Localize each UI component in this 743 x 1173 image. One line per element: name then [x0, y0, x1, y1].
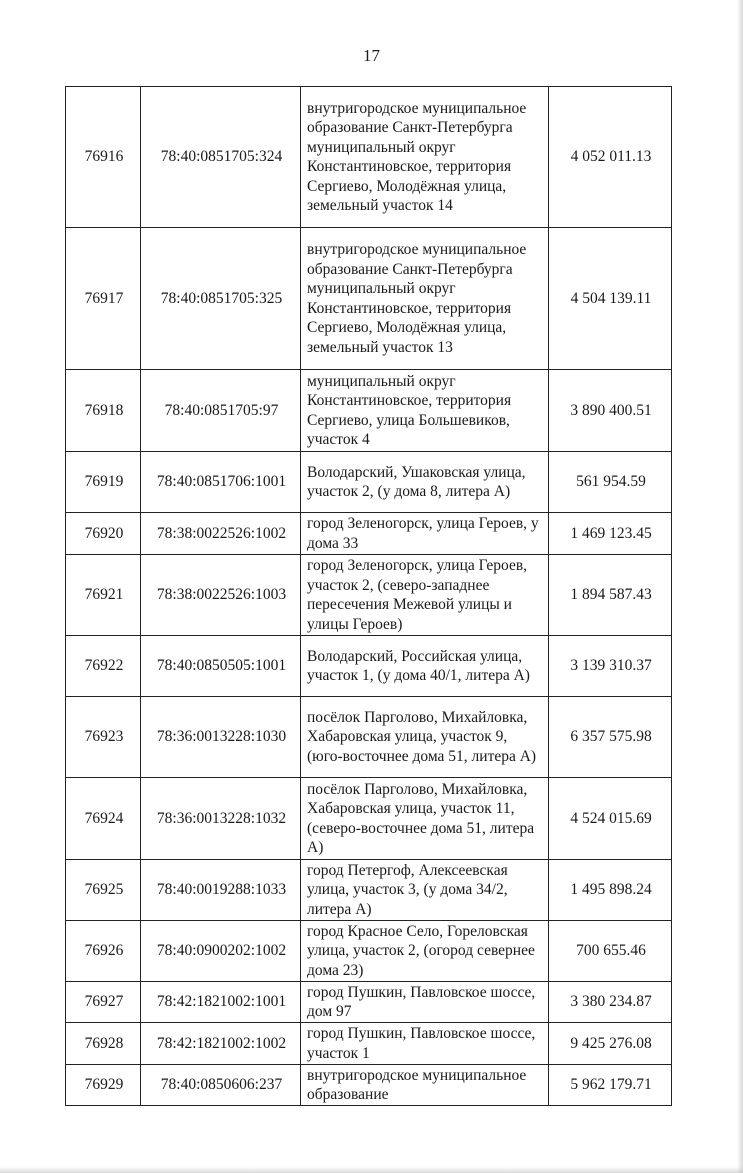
- address: посёлок Парголово, Михайловка, Хабаровская улица, участок 9, (юго-восточнее дома 51, литера А): [301, 697, 549, 778]
- cadastral-value: 700 655.46: [549, 921, 672, 982]
- cadastral-value: 1 495 898.24: [549, 860, 672, 921]
- table-row: [66, 921, 672, 982]
- cadastral-number: 78:40:0851705:324: [141, 87, 301, 228]
- address: Володарский, Российская улица, участок 1, (у дома 40/1, литера А): [301, 636, 549, 697]
- table-row: [66, 778, 672, 860]
- cadastral-number: 78:40:0850606:237: [141, 1065, 301, 1106]
- table-row: [66, 1023, 672, 1065]
- table-row: [66, 860, 672, 921]
- address: город Красное Село, Гореловская улица, участок 2, (огород севернее дома 23): [301, 921, 549, 982]
- table-row: [66, 513, 672, 555]
- row-number: 76919: [66, 452, 141, 513]
- cadastral-number: 78:40:0851705:97: [141, 370, 301, 452]
- cadastral-number: 78:36:0013228:1032: [141, 778, 301, 860]
- row-number: 76917: [66, 228, 141, 370]
- table-row: [66, 1065, 672, 1106]
- cadastral-value: 3 380 234.87: [549, 982, 672, 1023]
- page-number: 17: [363, 46, 380, 65]
- page-bottom-shadow: [0, 1167, 743, 1173]
- row-number: 76926: [66, 921, 141, 982]
- table-row: [66, 452, 672, 513]
- cadastral-value: 1 894 587.43: [549, 555, 672, 636]
- address: город Зеленогорск, улица Героев, участок 2, (северо-западнее пересечения Межевой улицы и улицы Героев): [301, 555, 549, 636]
- address: город Петергоф, Алексеевская улица, участок 3, (у дома 34/2, литера А): [301, 860, 549, 921]
- cadastral-number: 78:40:0019288:1033: [141, 860, 301, 921]
- table-row: [66, 87, 672, 228]
- row-number: 76922: [66, 636, 141, 697]
- cadastral-value: 6 357 575.98: [549, 697, 672, 778]
- cadastral-number: 78:40:0851706:1001: [141, 452, 301, 513]
- cadastral-value: 1 469 123.45: [549, 513, 672, 555]
- row-number: 76918: [66, 370, 141, 452]
- cadastral-number: 78:40:0851705:325: [141, 228, 301, 370]
- cadastral-number: 78:36:0013228:1030: [141, 697, 301, 778]
- address: посёлок Парголово, Михайловка, Хабаровская улица, участок 11, (северо-восточнее дома 51, литера А): [301, 778, 549, 860]
- row-number: 76929: [66, 1065, 141, 1106]
- cadastral-number: 78:38:0022526:1003: [141, 555, 301, 636]
- row-number: 76920: [66, 513, 141, 555]
- address: муниципальный округ Константиновское, территория Сергиево, улица Большевиков, участок 4: [301, 370, 549, 452]
- row-number: 76921: [66, 555, 141, 636]
- cadastral-number: 78:42:1821002:1001: [141, 982, 301, 1023]
- address: город Зеленогорск, улица Героев, у дома 33: [301, 513, 549, 555]
- cadastral-value: 3 890 400.51: [549, 370, 672, 452]
- land-registry-table: [65, 86, 672, 1106]
- table-row: [66, 555, 672, 636]
- table-row: [66, 228, 672, 370]
- address: внутригородское муниципальное образование Санкт-Петербурга муниципальный округ Константиновское, территория Сергиево, Молодёжная улица, земельный участок 14: [301, 87, 549, 228]
- address: внутригородское муниципальное образование: [301, 1065, 549, 1106]
- address: Володарский, Ушаковская улица, участок 2, (у дома 8, литера А): [301, 452, 549, 513]
- cadastral-value: 4 524 015.69: [549, 778, 672, 860]
- table-row: [66, 636, 672, 697]
- table-row: [66, 982, 672, 1023]
- cadastral-value: 561 954.59: [549, 452, 672, 513]
- row-number: 76928: [66, 1023, 141, 1065]
- cadastral-value: 4 052 011.13: [549, 87, 672, 228]
- cadastral-number: 78:38:0022526:1002: [141, 513, 301, 555]
- cadastral-value: 9 425 276.08: [549, 1023, 672, 1065]
- address: город Пушкин, Павловское шоссе, дом 97: [301, 982, 549, 1023]
- table-row: [66, 697, 672, 778]
- cadastral-value: 5 962 179.71: [549, 1065, 672, 1106]
- cadastral-number: 78:40:0900202:1002: [141, 921, 301, 982]
- row-number: 76925: [66, 860, 141, 921]
- page-edge-shadow: [737, 0, 743, 1173]
- cadastral-number: 78:40:0850505:1001: [141, 636, 301, 697]
- row-number: 76927: [66, 982, 141, 1023]
- cadastral-value: 4 504 139.11: [549, 228, 672, 370]
- address: внутригородское муниципальное образование Санкт-Петербурга муниципальный округ Константиновское, территория Сергиево, Молодёжная улица, земельный участок 13: [301, 228, 549, 370]
- row-number: 76923: [66, 697, 141, 778]
- row-number: 76916: [66, 87, 141, 228]
- row-number: 76924: [66, 778, 141, 860]
- table-row: [66, 370, 672, 452]
- address: город Пушкин, Павловское шоссе, участок 1: [301, 1023, 549, 1065]
- cadastral-number: 78:42:1821002:1002: [141, 1023, 301, 1065]
- cadastral-value: 3 139 310.37: [549, 636, 672, 697]
